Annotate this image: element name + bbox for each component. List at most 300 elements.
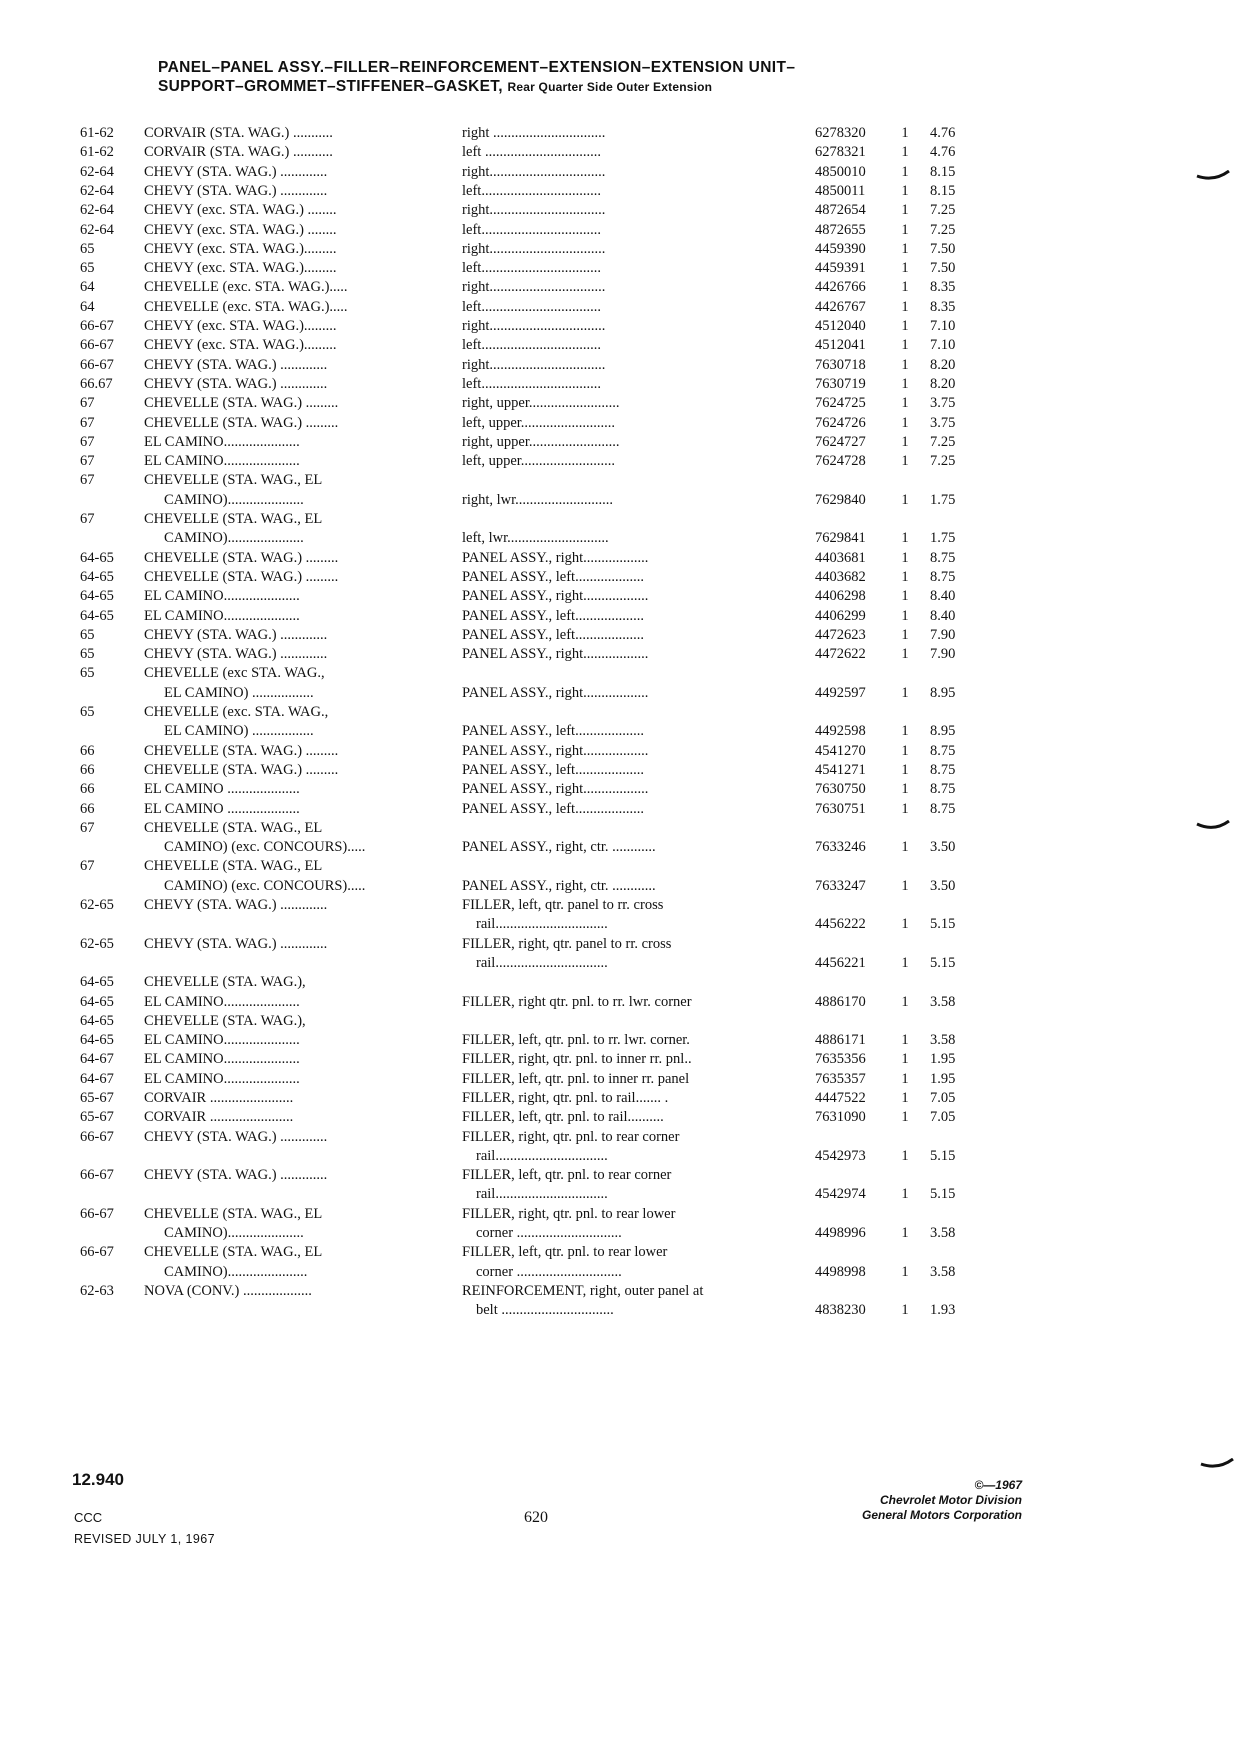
model-year: 66-67 [80, 356, 114, 373]
part-description: FILLER, right, qtr. pnl. to rear corner [462, 1128, 680, 1145]
vehicle-model: EL CAMINO..................... [144, 433, 300, 450]
part-number: 7633247 [815, 877, 866, 894]
model-year: 66-67 [80, 1128, 114, 1145]
part-description: FILLER, left, qtr. pnl. to rail.......... [462, 1109, 664, 1126]
model-year: 66-67 [80, 1205, 114, 1222]
publisher-block [780, 1478, 1022, 1523]
vehicle-model: CAMINO) (exc. CONCOURS)..... [164, 839, 366, 856]
unit-price: 5.15 [930, 916, 956, 933]
unit-price: 8.95 [930, 723, 956, 740]
vehicle-model: CHEVY (STA. WAG.) ............. [144, 935, 328, 952]
part-number: 4459390 [815, 240, 866, 257]
part-description: PANEL ASSY., left................... [462, 800, 644, 817]
unit-price: 7.90 [930, 646, 956, 663]
part-number: 7629841 [815, 530, 866, 547]
unit-price: 7.50 [930, 240, 956, 257]
model-year: 67 [80, 395, 95, 412]
part-description: FILLER, left, qtr. pnl. to rear lower [462, 1244, 668, 1261]
quantity: 1 [901, 646, 909, 663]
part-description: left................................. [462, 298, 601, 315]
vehicle-model: CORVAIR ....................... [144, 1109, 294, 1126]
unit-price: 8.75 [930, 568, 956, 585]
model-year: 62-64 [80, 182, 114, 199]
unit-price: 4.76 [930, 144, 956, 161]
page-number: 620 [524, 1509, 548, 1526]
part-description: FILLER, right, qtr. pnl. to inner rr. pnl.. [462, 1051, 692, 1068]
model-year: 64-65 [80, 1012, 114, 1029]
unit-price: 1.75 [930, 491, 956, 508]
part-number: 4541271 [815, 761, 866, 778]
model-year: 61-62 [80, 125, 114, 141]
part-number: 4541270 [815, 742, 866, 759]
part-description: rail............................... [476, 954, 608, 971]
quantity: 1 [901, 202, 909, 219]
part-description: PANEL ASSY., right.................. [462, 742, 649, 759]
margin-check-mark [1196, 820, 1230, 832]
model-year: 64 [80, 298, 95, 315]
part-number: 7633246 [815, 839, 866, 856]
quantity: 1 [901, 144, 909, 161]
quantity: 1 [901, 626, 909, 643]
part-description: PANEL ASSY., right, ctr. ............ [462, 877, 656, 894]
unit-price: 7.10 [930, 337, 956, 354]
part-description: right................................ [462, 240, 606, 257]
vehicle-model: CORVAIR (STA. WAG.) ........... [144, 125, 333, 141]
vehicle-model: CHEVY (STA. WAG.) ............. [144, 1128, 328, 1145]
model-year: 65 [80, 665, 95, 682]
part-number: 4403681 [815, 549, 866, 566]
model-year: 62-65 [80, 897, 114, 913]
part-number: 7624727 [815, 433, 866, 450]
part-description: FILLER, right, qtr. pnl. to rear lower [462, 1205, 676, 1222]
part-number: 4459391 [815, 260, 866, 277]
quantity: 1 [901, 1051, 909, 1068]
model-year: 65-67 [80, 1090, 114, 1106]
part-description: FILLER, left, qtr. pnl. to inner rr. panel [462, 1070, 690, 1087]
part-description: FILLER, right qtr. pnl. to rr. lwr. corner [462, 993, 692, 1010]
revision-date: REVISED JULY 1, 1967 [74, 1532, 215, 1546]
unit-price: 8.75 [930, 742, 956, 759]
quantity: 1 [901, 491, 909, 508]
part-number: 4886171 [815, 1032, 866, 1049]
unit-price: 4.76 [930, 125, 956, 141]
model-year: 62-64 [80, 163, 114, 180]
vehicle-model: CHEVELLE (STA. WAG., EL [144, 819, 323, 836]
model-year: 67 [80, 453, 95, 470]
vehicle-model: EL CAMINO) ................. [164, 684, 314, 701]
vehicle-model: NOVA (CONV.) ................... [144, 1283, 312, 1299]
part-number: 4447522 [815, 1090, 866, 1106]
part-description: right, lwr........................... [462, 491, 614, 508]
unit-price: 3.58 [930, 1225, 956, 1242]
vehicle-model: CHEVELLE (STA. WAG., EL [144, 1205, 323, 1222]
part-description: PANEL ASSY., right.................. [462, 781, 649, 798]
part-description: left, upper.......................... [462, 453, 616, 470]
unit-price: 8.95 [930, 684, 956, 701]
model-year: 64-65 [80, 1032, 114, 1049]
part-description: PANEL ASSY., left................... [462, 568, 644, 585]
unit-price: 3.75 [930, 395, 956, 412]
part-number: 7624725 [815, 395, 866, 412]
unit-price: 8.35 [930, 298, 956, 315]
unit-price: 7.50 [930, 260, 956, 277]
vehicle-model: CHEVELLE (STA. WAG., EL [144, 1244, 323, 1261]
model-year: 67 [80, 858, 95, 875]
part-number: 7630718 [815, 356, 866, 373]
part-number: 4426766 [815, 279, 866, 296]
vehicle-model: EL CAMINO..................... [144, 993, 300, 1010]
vehicle-model: CHEVELLE (STA. WAG.), [144, 1012, 306, 1029]
quantity: 1 [901, 568, 909, 585]
part-description: FILLER, left, qtr. pnl. to rear corner [462, 1167, 672, 1184]
part-description: right................................ [462, 279, 606, 296]
part-number: 4512041 [815, 337, 866, 354]
model-year: 66 [80, 761, 95, 778]
part-description: right................................ [462, 318, 606, 334]
vehicle-model: EL CAMINO .................... [144, 781, 300, 798]
part-description: left................................. [462, 375, 601, 392]
part-description: PANEL ASSY., right.................. [462, 646, 649, 663]
part-description: PANEL ASSY., left................... [462, 723, 644, 740]
part-description: FILLER, left, qtr. panel to rr. cross [462, 897, 664, 913]
part-description: PANEL ASSY., right, ctr. ............ [462, 839, 656, 856]
part-number: 4472622 [815, 646, 866, 663]
model-year: 65 [80, 626, 95, 643]
part-number: 4498996 [815, 1225, 866, 1242]
part-description: left................................. [462, 221, 601, 238]
page-reference: 12.940 [72, 1470, 124, 1489]
model-year: 65-67 [80, 1109, 114, 1126]
copyright: ©—1967 [974, 1478, 1022, 1492]
part-description: REINFORCEMENT, right, outer panel at [462, 1283, 704, 1299]
quantity: 1 [901, 1147, 909, 1164]
quantity: 1 [901, 279, 909, 296]
part-description: left................................. [462, 260, 601, 277]
vehicle-model: CAMINO)..................... [164, 1225, 304, 1242]
part-number: 4542973 [815, 1147, 866, 1164]
vehicle-model: EL CAMINO) ................. [164, 723, 314, 740]
part-number: 4403682 [815, 568, 866, 585]
quantity: 1 [901, 761, 909, 778]
vehicle-model: CORVAIR (STA. WAG.) ........... [144, 144, 333, 161]
part-number: 7629840 [815, 491, 866, 508]
part-number: 6278320 [815, 125, 866, 141]
quantity: 1 [901, 800, 909, 817]
part-description: PANEL ASSY., left................... [462, 761, 644, 778]
unit-price: 7.05 [930, 1090, 956, 1106]
vehicle-model: CHEVY (exc. STA. WAG.) ........ [144, 202, 337, 219]
part-description: left ................................ [462, 144, 601, 161]
header-line-2-main: SUPPORT–GROMMET–STIFFENER–GASKET, [158, 78, 503, 95]
part-number: 4456222 [815, 916, 866, 933]
part-description: left................................. [462, 182, 601, 199]
corporation: General Motors Corporation [861, 1508, 1022, 1522]
unit-price: 8.75 [930, 761, 956, 778]
model-year: 66 [80, 800, 95, 817]
quantity: 1 [901, 530, 909, 547]
part-number: 7630750 [815, 781, 866, 798]
model-year: 62-63 [80, 1283, 114, 1299]
vehicle-model: CHEVELLE (exc. STA. WAG.)..... [144, 298, 348, 315]
part-number: 6278321 [815, 144, 866, 161]
model-year: 64-65 [80, 974, 114, 991]
quantity: 1 [901, 433, 909, 450]
unit-price: 3.50 [930, 839, 956, 856]
quantity: 1 [901, 182, 909, 199]
model-year: 66-67 [80, 337, 114, 354]
model-year: 64-65 [80, 993, 114, 1010]
part-number: 7624726 [815, 414, 866, 431]
part-number: 4886170 [815, 993, 866, 1010]
part-number: 4850011 [815, 182, 866, 199]
quantity: 1 [901, 356, 909, 373]
quantity: 1 [901, 549, 909, 566]
unit-price: 1.95 [930, 1051, 956, 1068]
unit-price: 5.15 [930, 954, 956, 971]
quantity: 1 [901, 1225, 909, 1242]
vehicle-model: CHEVY (exc. STA. WAG.)......... [144, 240, 337, 257]
part-description: right................................ [462, 163, 606, 180]
vehicle-model: CAMINO)..................... [164, 530, 304, 547]
part-number: 7630719 [815, 375, 866, 392]
quantity: 1 [901, 781, 909, 798]
model-year: 67 [80, 819, 95, 836]
vehicle-model: CHEVY (exc. STA. WAG.)......... [144, 260, 337, 277]
vehicle-model: CAMINO) (exc. CONCOURS)..... [164, 877, 366, 894]
vehicle-model: CHEVY (exc. STA. WAG.) ........ [144, 221, 337, 238]
model-year: 67 [80, 414, 95, 431]
vehicle-model: CHEVELLE (STA. WAG., EL [144, 511, 323, 527]
model-year: 64-65 [80, 607, 114, 624]
model-year: 66.67 [80, 375, 113, 392]
part-number: 4512040 [815, 318, 866, 334]
vehicle-model: EL CAMINO..................... [144, 1070, 300, 1087]
vehicle-model: EL CAMINO .................... [144, 800, 300, 817]
unit-price: 7.05 [930, 1109, 956, 1126]
vehicle-model: CHEVY (exc. STA. WAG.)......... [144, 318, 337, 334]
part-description: left, upper.......................... [462, 414, 616, 431]
model-year: 66 [80, 742, 95, 759]
quantity: 1 [901, 453, 909, 470]
quantity: 1 [901, 260, 909, 277]
part-description: right, upper......................... [462, 395, 620, 412]
part-number: 4456221 [815, 954, 866, 971]
quantity: 1 [901, 839, 909, 856]
vehicle-model: CHEVY (STA. WAG.) ............. [144, 356, 328, 373]
quantity: 1 [901, 684, 909, 701]
model-year: 64-67 [80, 1070, 114, 1087]
model-year: 66-67 [80, 318, 114, 334]
part-description: rail............................... [476, 1186, 608, 1203]
model-year: 65 [80, 240, 95, 257]
part-description: PANEL ASSY., right.................. [462, 588, 649, 605]
quantity: 1 [901, 395, 909, 412]
part-description: belt ............................... [476, 1302, 614, 1319]
unit-price: 8.20 [930, 375, 956, 392]
quantity: 1 [901, 742, 909, 759]
part-description: rail............................... [476, 916, 608, 933]
quantity: 1 [901, 954, 909, 971]
unit-price: 8.35 [930, 279, 956, 296]
unit-price: 1.75 [930, 530, 956, 547]
division: Chevrolet Motor Division [879, 1493, 1022, 1507]
part-description: right................................ [462, 356, 606, 373]
vehicle-model: CHEVELLE (STA. WAG.) ......... [144, 761, 339, 778]
unit-price: 8.40 [930, 588, 956, 605]
vehicle-model: CHEVELLE (STA. WAG., EL [144, 858, 323, 875]
vehicle-model: CHEVY (STA. WAG.) ............. [144, 163, 328, 180]
part-number: 4838230 [815, 1302, 866, 1319]
quantity: 1 [901, 993, 909, 1010]
quantity: 1 [901, 240, 909, 257]
part-description: PANEL ASSY., left................... [462, 607, 644, 624]
quantity: 1 [901, 318, 909, 334]
part-description: PANEL ASSY., right.................. [462, 684, 649, 701]
unit-price: 7.25 [930, 433, 956, 450]
unit-price: 3.50 [930, 877, 956, 894]
vehicle-model: CAMINO)..................... [164, 491, 304, 508]
unit-price: 3.58 [930, 1032, 956, 1049]
unit-price: 3.75 [930, 414, 956, 431]
vehicle-model: CHEVELLE (STA. WAG.) ......... [144, 568, 339, 585]
part-description: right ............................... [462, 125, 606, 141]
quantity: 1 [901, 337, 909, 354]
part-number: 4872655 [815, 221, 866, 238]
quantity: 1 [901, 1263, 909, 1280]
part-description: left................................. [462, 337, 601, 354]
quantity: 1 [901, 607, 909, 624]
model-year: 65 [80, 704, 95, 720]
quantity: 1 [901, 1186, 909, 1203]
part-description: right................................ [462, 202, 606, 219]
vehicle-model: CHEVELLE (exc. STA. WAG.)..... [144, 279, 348, 296]
vehicle-model: CHEVY (exc. STA. WAG.)......... [144, 337, 337, 354]
ccc-label: CCC [74, 1510, 103, 1525]
vehicle-model: CHEVY (STA. WAG.) ............. [144, 182, 328, 199]
quantity: 1 [901, 221, 909, 238]
unit-price: 8.20 [930, 356, 956, 373]
quantity: 1 [901, 1090, 909, 1106]
vehicle-model: CORVAIR ....................... [144, 1090, 294, 1106]
model-year: 65 [80, 260, 95, 277]
model-year: 62-65 [80, 935, 114, 952]
part-number: 4492597 [815, 684, 866, 701]
quantity: 1 [901, 163, 909, 180]
part-description: PANEL ASSY., left................... [462, 626, 644, 643]
margin-check-mark [1196, 170, 1230, 182]
unit-price: 7.25 [930, 453, 956, 470]
unit-price: 1.95 [930, 1070, 956, 1087]
model-year: 61-62 [80, 144, 114, 161]
header-subtitle: Rear Quarter Side Outer Extension [507, 80, 713, 94]
unit-price: 5.15 [930, 1186, 956, 1203]
unit-price: 8.40 [930, 607, 956, 624]
margin-check-mark [1200, 1458, 1234, 1470]
part-number: 7635356 [815, 1051, 866, 1068]
part-description: right, upper......................... [462, 433, 620, 450]
model-year: 67 [80, 511, 95, 527]
part-description: corner ............................. [476, 1225, 622, 1242]
unit-price: 8.75 [930, 781, 956, 798]
part-number: 4850010 [815, 163, 866, 180]
unit-price: 7.25 [930, 221, 956, 238]
vehicle-model: CHEVELLE (STA. WAG.) ......... [144, 742, 339, 759]
quantity: 1 [901, 375, 909, 392]
vehicle-model: CHEVELLE (STA. WAG., EL [144, 472, 323, 489]
part-description: PANEL ASSY., right.................. [462, 549, 649, 566]
part-number: 4542974 [815, 1186, 866, 1203]
vehicle-model: CHEVELLE (exc. STA. WAG., [144, 704, 329, 720]
part-description: rail............................... [476, 1147, 608, 1164]
quantity: 1 [901, 1109, 909, 1126]
vehicle-model: CHEVELLE (exc STA. WAG., [144, 665, 325, 682]
part-number: 4498998 [815, 1263, 866, 1280]
model-year: 67 [80, 472, 95, 489]
quantity: 1 [901, 877, 909, 894]
part-description: FILLER, left, qtr. pnl. to rr. lwr. corner. [462, 1032, 690, 1049]
vehicle-model: CHEVY (STA. WAG.) ............. [144, 897, 328, 913]
part-number: 7624728 [815, 453, 866, 470]
unit-price: 8.75 [930, 549, 956, 566]
quantity: 1 [901, 588, 909, 605]
unit-price: 7.90 [930, 626, 956, 643]
unit-price: 8.75 [930, 800, 956, 817]
vehicle-model: EL CAMINO..................... [144, 1032, 300, 1049]
model-year: 66 [80, 781, 95, 798]
vehicle-model: CHEVELLE (STA. WAG.), [144, 974, 306, 991]
model-year: 65 [80, 646, 95, 663]
model-year: 66-67 [80, 1167, 114, 1184]
model-year: 64-65 [80, 568, 114, 585]
vehicle-model: CHEVELLE (STA. WAG.) ......... [144, 395, 339, 412]
part-number: 4872654 [815, 202, 866, 219]
quantity: 1 [901, 1070, 909, 1087]
unit-price: 7.10 [930, 318, 956, 334]
vehicle-model: EL CAMINO..................... [144, 453, 300, 470]
part-description: corner ............................. [476, 1263, 622, 1280]
vehicle-model: EL CAMINO..................... [144, 607, 300, 624]
model-year: 62-64 [80, 202, 114, 219]
model-year: 64 [80, 279, 95, 296]
header-line-1: PANEL–PANEL ASSY.–FILLER–REINFORCEMENT–EXTENSION–EXTENSION UNIT– [158, 59, 796, 76]
unit-price: 8.15 [930, 182, 956, 199]
unit-price: 7.25 [930, 202, 956, 219]
unit-price: 5.15 [930, 1147, 956, 1164]
part-number: 7631090 [815, 1109, 866, 1126]
part-number: 4426767 [815, 298, 866, 315]
part-number: 7635357 [815, 1070, 866, 1087]
vehicle-model: CHEVY (STA. WAG.) ............. [144, 626, 328, 643]
unit-price: 3.58 [930, 993, 956, 1010]
vehicle-model: EL CAMINO..................... [144, 588, 300, 605]
vehicle-model: CAMINO)...................... [164, 1263, 308, 1280]
vehicle-model: CHEVY (STA. WAG.) ............. [144, 646, 328, 663]
model-year: 64-65 [80, 588, 114, 605]
quantity: 1 [901, 298, 909, 315]
part-number: 4406299 [815, 607, 866, 624]
vehicle-model: CHEVY (STA. WAG.) ............. [144, 1167, 328, 1184]
vehicle-model: CHEVELLE (STA. WAG.) ......... [144, 414, 339, 431]
part-number: 4472623 [815, 626, 866, 643]
model-year: 67 [80, 433, 95, 450]
part-description: left, lwr............................ [462, 530, 609, 547]
quantity: 1 [901, 916, 909, 933]
model-year: 62-64 [80, 221, 114, 238]
vehicle-model: EL CAMINO..................... [144, 1051, 300, 1068]
part-description: FILLER, right, qtr. panel to rr. cross [462, 935, 672, 952]
quantity: 1 [901, 414, 909, 431]
vehicle-model: CHEVELLE (STA. WAG.) ......... [144, 549, 339, 566]
